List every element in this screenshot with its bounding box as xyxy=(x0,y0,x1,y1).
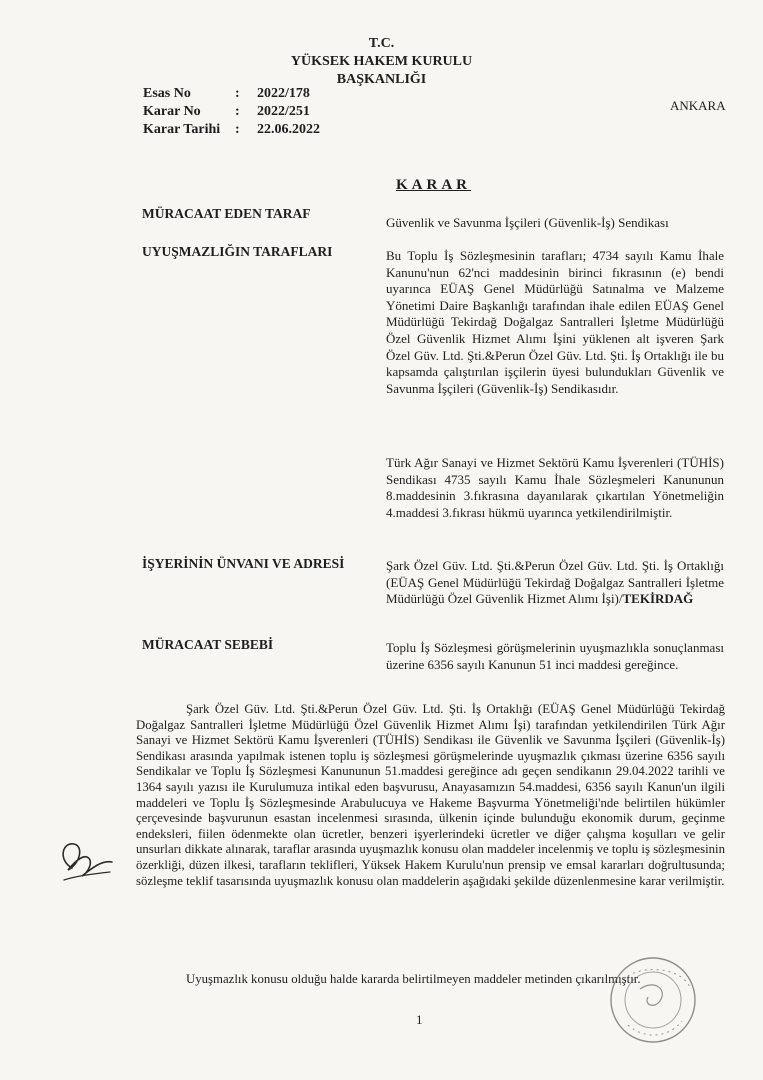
isyeri-value-text: Şark Özel Güv. Ltd. Şti.&Perun Özel Güv. Ltd. Şti. İş Ortaklığı (EÜAŞ Genel Müdürlüğü Tekirdağ Doğalgaz Santralleri İşletme Müdürlüğü Özel Güvenlik Hizmet Alımı İşi)/ xyxy=(386,558,724,607)
official-seal xyxy=(598,955,708,1055)
isyeri-value xyxy=(386,558,724,608)
taraflar-label: UYUŞMAZLIĞIN TARAFLARI xyxy=(142,244,333,259)
document-title: KARAR xyxy=(396,177,471,193)
header-institution: YÜKSEK HAKEM KURULU xyxy=(290,54,473,69)
muracaat-eden-value: Güvenlik ve Savunma İşçileri (Güvenlik-İş) Sendikası xyxy=(386,215,669,230)
isyeri-city: TEKİRDAĞ xyxy=(622,591,694,607)
karar-tarihi-row xyxy=(143,122,320,138)
body-paragraph-1: Şark Özel Güv. Ltd. Şti.&Perun Özel Güv. Ltd. Şti. İş Ortaklığı (EÜAŞ Genel Müdürlüğü Tekirdağ Doğalgaz Santralleri İşletme Müdürlüğü Özel Güvenlik Hizmet Alımı İşi) tarafından yetkilendirilen Türk Ağır Sanayi ve Hizmet Sektörü Kamu İşverenleri (TÜHİS) Sendikası ile Güvenlik ve Savunma İşçileri (Güvenlik-İş) Sendikası arasında yapılmak istenen toplu iş sözleşmesi görüşmelerinde uyuşmazlık çıkması üzerine 6356 sayılı Sendikalar ve Toplu İş Sözleşmesi Kanununun 51.maddesi gereğince adı geçen sendikanın 29.04.2022 tarihli ve 1364 sayılı yazısı ile Kurulumuza intikal eden başvurusu, Anayasamızın 54.maddesi, 6356 sayılı Kanun'un ilgili maddeleri ve Toplu İş Sözleşmesinde Arabulucuya ve Hakeme Başvurma Yönetmeliği'nde belirtilen hükümler çerçevesinde başvurunun esastan incelenmesi sırasında, ülkenin içinde bulunduğu ekonomik durum, geçinme endeksleri, fiilen ödenmekte olan ücretler, benzeri işyerlerindeki ücretler ve diğer çalışma koşulları ve gelir unsurları dikkate alınarak, taraflar arasında uyuşmazlık konusu olan maddeler incelenmiş ve toplu iş sözleşmesinin özerkliği, düzen ilkesi, tarafların teklifleri, Yüksek Hakem Kurulu'nun prensip ve emsal kararları doğrultusunda; sözleşme teklif tasarısında uyuşmazlık konusu olan maddelerin aşağıdaki şekilde düzenlenmesine karar verilmiştir. xyxy=(136,702,725,888)
header-tc: T.C. xyxy=(368,36,395,51)
muracaat-sebebi-label: MÜRACAAT SEBEBİ xyxy=(142,637,274,652)
city: ANKARA xyxy=(670,98,726,113)
karar-tarihi-label: Karar Tarihi xyxy=(143,122,221,137)
taraflar-value-1: Bu Toplu İş Sözleşmesinin tarafları; 4734 sayılı Kamu İhale Kanunu'nun 62'nci maddesinin birinci fıkrasının (e) bendi uyarınca EÜAŞ Genel Müdürlüğü Satınalma ve Malzeme Yönetimi Daire Başkanlığı tarafından ihale edilen EÜAŞ Genel Müdürlüğü Tekirdağ Doğalgaz Santralleri İşletme Müdürlüğü Özel Güvenlik Hizmet Alımı İşini yüklenen alt işveren Şark Özel Güv. Ltd. Şti.&Perun Özel Güv. Ltd. Şti. İş Ortaklığı ile bu kapsamda çalıştırılan işçilerin üyesi bulundukları Güvenlik ve Savunma İşçileri (Güvenlik-İş) Sendikasıdır. xyxy=(386,248,724,396)
karar-no-value: 2022/251 xyxy=(257,104,310,119)
muracaat-sebebi-value: Toplu İş Sözleşmesi görüşmelerinin uyuşmazlıkla sonuçlanması üzerine 6356 sayılı Kanunun 51 inci maddesi gereğince. xyxy=(386,640,724,672)
esas-no-colon: : xyxy=(235,86,240,101)
header-presidency: BAŞKANLIĞI xyxy=(336,72,427,87)
isyeri-label: İŞYERİNİN ÜNVANI VE ADRESİ xyxy=(142,556,345,571)
karar-no-row xyxy=(143,104,310,120)
esas-no-label: Esas No xyxy=(143,86,191,101)
esas-no-value: 2022/178 xyxy=(257,86,310,101)
karar-no-label: Karar No xyxy=(143,104,201,119)
handwritten-signature xyxy=(52,830,122,890)
karar-tarihi-colon: : xyxy=(235,122,240,137)
body-paragraph-2: Uyuşmazlık konusu olduğu halde kararda belirtilmeyen maddeler metinden çıkarılmıştır. xyxy=(186,972,641,986)
esas-no-row xyxy=(143,86,310,102)
karar-no-colon: : xyxy=(235,104,240,119)
page-number: 1 xyxy=(416,1012,423,1027)
muracaat-eden-label: MÜRACAAT EDEN TARAF xyxy=(142,206,311,221)
karar-tarihi-value: 22.06.2022 xyxy=(257,122,320,137)
taraflar-value-2: Türk Ağır Sanayi ve Hizmet Sektörü Kamu İşverenleri (TÜHİS) Sendikası 4735 sayılı Kamu İhale Sözleşmeleri Kanununun 8.maddesinin 3.fıkrasına dayanılarak çıkartılan Yönetmeliğin 4.maddesi 3.fıkrası hükmü uyarınca yetkilendirilmiştir. xyxy=(386,455,724,520)
